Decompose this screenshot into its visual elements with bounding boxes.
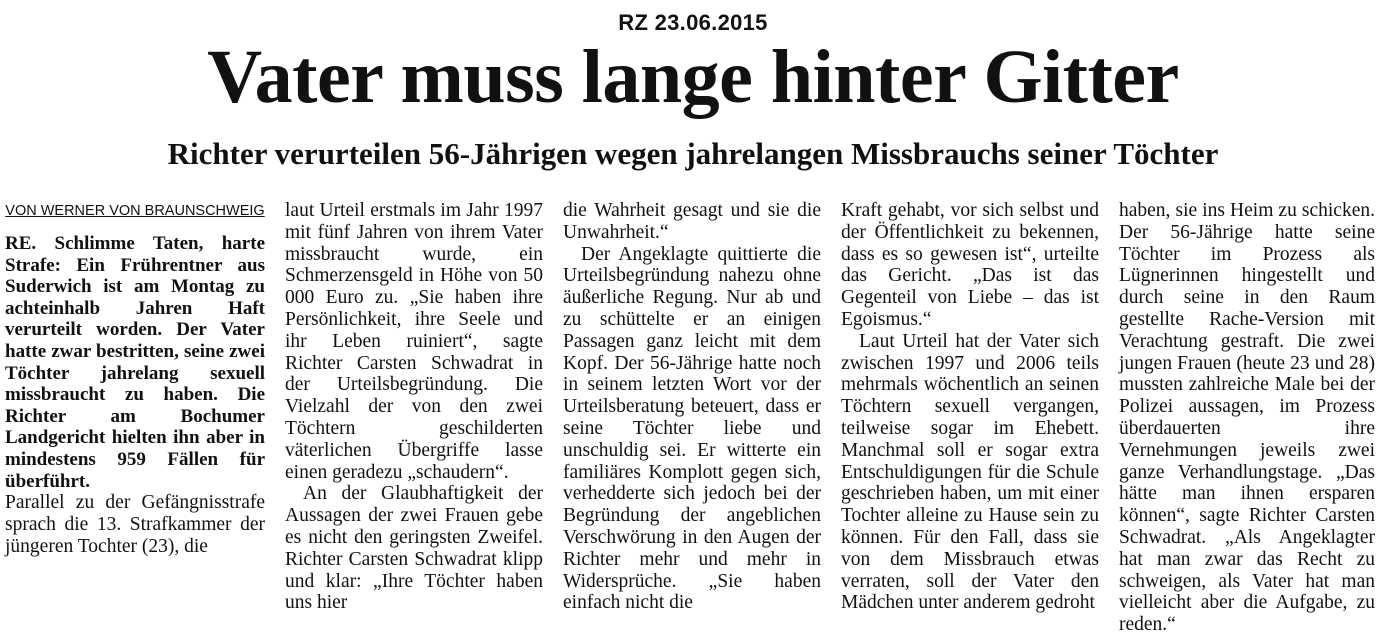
byline: VON WERNER VON BRAUNSCHWEIG xyxy=(5,203,265,219)
body-paragraph: Parallel zu der Gefängnisstrafe sprach die 13. Strafkammer der jüngeren Tochter (23), die xyxy=(5,492,265,557)
article-column-1 xyxy=(5,200,265,610)
lead-paragraph: RE. Schlimme Taten, harte Strafe: Ein Frührentner aus Suderwich ist am Montag zu achteinhalb Jahren Haft verurteilt worden. Der Vater hatte zwar bestritten, seine zwei Töchter jahrelang sexuell missbraucht zu haben. Die Richter am Bochumer Landgericht hielten ihn aber in mindestens 959 Fällen für überführt. xyxy=(5,233,265,492)
article-column-3 xyxy=(563,200,821,614)
body-paragraph: haben, sie ins Heim zu schicken. Der 56-Jährige hatte seine Töchter im Prozess als Lügnerinnen hingestellt und durch seine in den Raum gestellte Rache-Version mit Verachtung gestraft. Die zwei jungen Frauen (heute 23 und 28) mussten zahlreiche Male bei der Polizei aussagen, im Prozess überdauerten ihre Vernehmungen jeweils zwei ganze Verhandlungstage. „Das hätte man ihnen ersparen können“, sagte Richter Carsten Schwadrat. „Als Angeklagter hat man zwar das Recht zu schweigen, als Vater hat man vielleicht aber die Aufgabe, zu reden.“ xyxy=(1119,200,1375,636)
headline: Vater muss lange hinter Gitter xyxy=(207,35,1179,119)
body-paragraph: Laut Urteil hat der Vater sich zwischen 1997 und 2006 teils mehrmals wöchentlich an seinen Töchtern sexuell vergangen, teilweise sogar im Ehebett. Manchmal soll er sogar extra Entschuldigungen für die Schule geschrieben haben, um mit einer Tochter alleine zu Hause sein zu können. Für den Fall, dass sie von dem Missbrauch etwas verraten, soll der Vater den Mädchen unter anderem gedroht xyxy=(841,330,1099,614)
body-paragraph: die Wahrheit gesagt und sie die Unwahrheit.“ xyxy=(563,200,821,243)
article-column-2 xyxy=(285,200,543,614)
body-paragraph: Kraft gehabt, vor sich selbst und der Öffentlichkeit zu bekennen, dass es so gewesen ist“, urteilte das Gericht. „Das ist das Gegenteil von Liebe – das ist Egoismus.“ xyxy=(841,200,1099,330)
body-paragraph: An der Glaubhaftigkeit der Aussagen der zwei Frauen gebe es nicht den geringsten Zweifel. Richter Carsten Schwadrat klipp und klar: „Ihre Töchter haben uns hier xyxy=(285,483,543,614)
subheadline: Richter verurteilen 56-Jährigen wegen jahrelangen Missbrauchs seiner Töchter xyxy=(167,136,1219,171)
article-column-5 xyxy=(1119,200,1375,636)
body-paragraph: laut Urteil erstmals im Jahr 1997 mit fünf Jahren von ihrem Vater missbraucht wurde, ein Schmerzensgeld in Höhe von 50 000 Euro zu. „Sie haben ihre Persönlichkeit, ihre Seele und ihr Leben ruiniert“, sagte Richter Carsten Schwadrat in der Urteilsbegründung. Die Vielzahl der von den zwei Töchtern geschilderten väterlichen Übergriffe lasse einen geradezu „schaudern“. xyxy=(285,200,543,483)
article-column-4 xyxy=(841,200,1099,614)
body-paragraph: Der Angeklagte quittierte die Urteilsbegründung nahezu ohne äußerliche Regung. Nur ab und zu schüttelte er an einigen Passagen ganz leicht mit dem Kopf. Der 56-Jährige hatte noch in seinem letzten Wort vor der Urteilsberatung beteuert, dass er seine Töchter liebe und unschuldig sei. Er witterte ein familiäres Komplott gegen sich, verhedderte sich jedoch bei der Begründung der angeblichen Verschwörung in den Augen der Richter mehr und mehr in Widersprüche. „Sie haben einfach nicht die xyxy=(563,243,821,614)
dateline: RZ 23.06.2015 xyxy=(618,10,768,35)
